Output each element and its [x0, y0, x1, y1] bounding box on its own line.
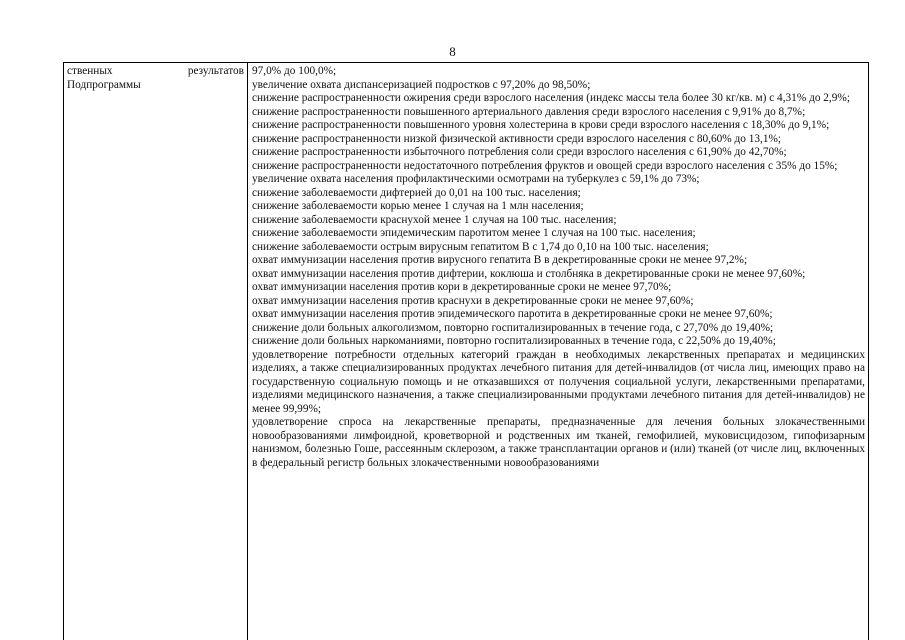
- list-item: охват иммунизации населения против вирусного гепатита В в декретированные сроки не менее 97,2%;: [252, 254, 748, 266]
- list-item: снижение заболеваемости эпидемическим паротитом менее 1 случая на 100 тыс. населения;: [252, 227, 696, 239]
- list-item: увеличение охвата диспансеризацией подростков с 97,20% до 98,50%;: [252, 78, 591, 91]
- left-cell-text: ственных результатов Подпрограммы: [67, 65, 244, 91]
- results-table: [63, 62, 869, 640]
- list-item: охват иммунизации населения против кори в декретированные сроки не менее 97,70%;: [252, 281, 672, 293]
- page-number: 8: [449, 44, 456, 59]
- list-item: снижение заболеваемости корью менее 1 случая на 1 млн населения;: [252, 200, 584, 212]
- table-left-cell: [64, 63, 248, 640]
- list-item: снижение распространенности избыточного потребления соли среди взрослого населения с 61,90% до 42,70%;: [252, 146, 787, 158]
- list-item: охват иммунизации населения против эпидемического паротита в декретированные сроки не менее 97,60%;: [252, 308, 773, 320]
- list-item: увеличение охвата населения профилактическими осмотрами на туберкулез с 59,1% до 73%;: [252, 173, 700, 185]
- list-item: удовлетворение спроса на лекарственные препараты, предназначенные для лечения больных злокачественными новообразованиями лимфоидной, кроветворной и родственных им тканей, гемофилией, муковисцидозом, гипофизарным нанизмом, болезнью Гоше, рассеянным склерозом, а также трансплантации органов и (или) тканей (от числе лиц, включенных в федеральный регистр больных злокачественными новообразованиями: [252, 416, 865, 469]
- list-item: охват иммунизации населения против дифтерии, коклюша и столбняка в декретированные сроки не менее 97,60%;: [252, 267, 806, 280]
- list-item: снижение распространенности недостаточного потребления фруктов и овощей среди взрослого населения с 35% до 15%;: [252, 159, 838, 172]
- list-item: снижение распространенности ожирения среди взрослого населения (индекс массы тела более 30 кг/кв. м) с 4,31% до 2,9%;: [252, 92, 850, 104]
- list-item: снижение заболеваемости дифтерией до 0,01 на 100 тыс. населения;: [252, 186, 581, 199]
- list-item: снижение распространенности повышенного артериального давления среди взрослого населения с 9,91% до 8,7%;: [252, 105, 806, 118]
- list-item: снижение доли больных алкоголизмом, повторно госпитализированных в течение года, с 27,70% до 19,40%;: [252, 321, 774, 334]
- list-item: снижение распространенности низкой физической активности среди взрослого населения с 80,60% до 13,1%;: [252, 132, 782, 145]
- list-item: 97,0% до 100,0%;: [252, 65, 337, 77]
- list-item: снижение заболеваемости острым вирусным гепатитом В с 1,74 до 0,10 на 100 тыс. населения;: [252, 240, 709, 253]
- list-item: удовлетворение потребности отдельных категорий граждан в необходимых лекарственных препаратах и медицинских изделиях, а также специализированных продуктах лечебного питания для детей-инвалидов (от числа лиц, имеющих право на государственную социальную помощь и не отказавшихся от получения социальной услуги, лекарственными препаратами, изделиями медицинского назначения, а также специализированными продуктами лечебного питания для детей-инвалидов) не менее 99,99%;: [252, 348, 865, 415]
- list-item: охват иммунизации населения против краснухи в декретированные сроки не менее 97,60%;: [252, 294, 694, 307]
- list-item: снижение доли больных наркоманиями, повторно госпитализированных в течение года, с 22,50% до 19,40%;: [252, 335, 776, 347]
- table-right-cell: [248, 63, 868, 640]
- list-item: снижение заболеваемости краснухой менее 1 случая на 100 тыс. населения;: [252, 213, 617, 226]
- list-item: снижение распространенности повышенного уровня холестерина в крови среди взрослого населения с 18,30% до 9,1%;: [252, 119, 830, 131]
